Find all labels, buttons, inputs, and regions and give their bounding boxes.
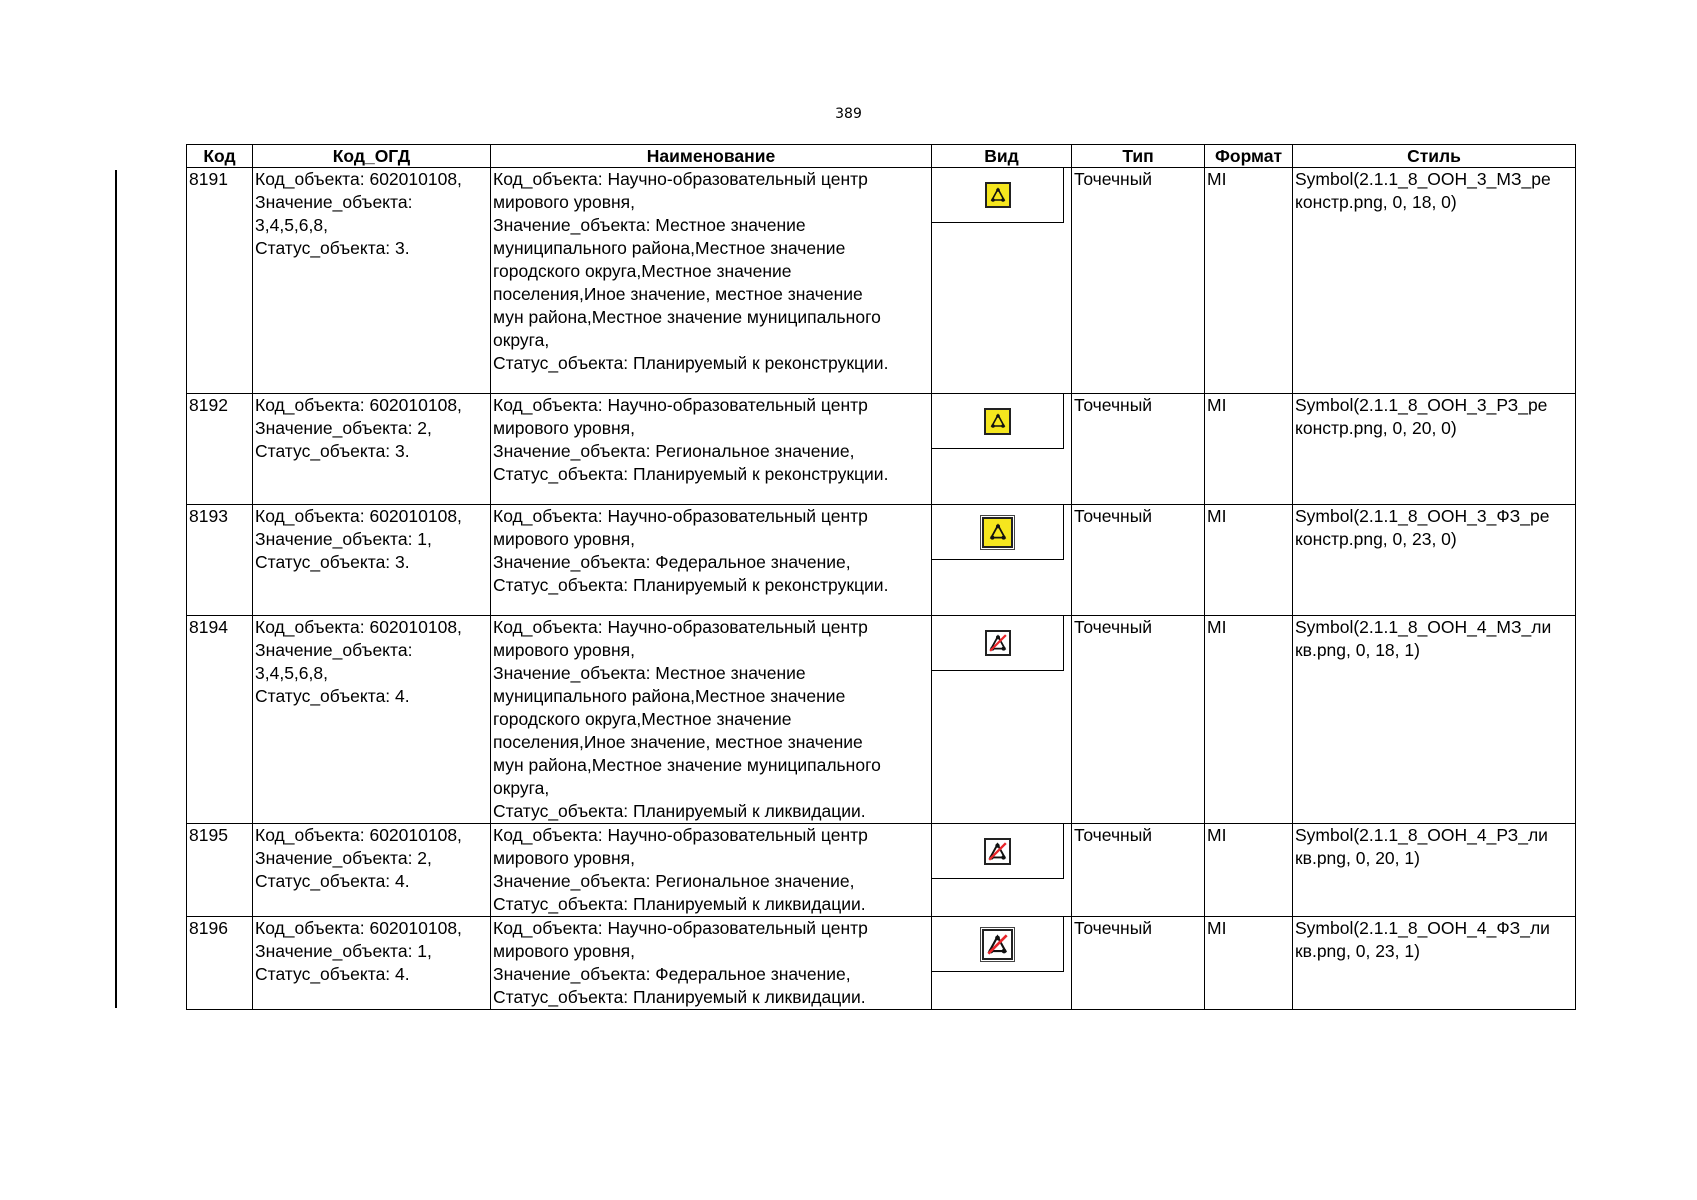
line: Статус_объекта: Планируемый к ликвидации. [493,801,866,821]
line: Статус_объекта: 4. [255,964,410,984]
cell-format: MI [1205,394,1293,505]
line: констр.png, 0, 18, 0) [1295,192,1457,212]
cell-type: Точечный [1072,616,1205,824]
line: мун района,Местное значение муниципального [493,307,881,327]
cell-code: 8191 [187,168,253,394]
line: Symbol(2.1.1_8_ООН_3_ФЗ_ре [1295,506,1550,526]
line: Значение_объекта: Федеральное значение, [493,964,851,984]
cell-name [491,505,932,616]
line: поселения,Иное значение, местное значение [493,284,863,304]
cell-ogd [253,168,491,394]
table-row [187,168,1576,394]
line: мирового уровня, [493,529,636,549]
line: Статус_объекта: 4. [255,686,410,706]
view-frame [932,824,1064,879]
line: 3,4,5,6,8, [255,663,328,683]
line: Значение_объекта: Региональное значение, [493,871,855,891]
line: 3,4,5,6,8, [255,215,328,235]
line: Статус_объекта: Планируемый к реконструкции. [493,353,889,373]
header-ogd-code: Код_ОГД [253,145,491,168]
yellow-reconstruction-symbol-icon [984,408,1011,435]
view-frame [932,394,1064,449]
line: кв.png, 0, 18, 1) [1295,640,1420,660]
cell-name [491,394,932,505]
line: кв.png, 0, 20, 1) [1295,848,1420,868]
crossed-liquidation-symbol-icon [984,838,1011,865]
line: Symbol(2.1.1_8_ООН_4_РЗ_ли [1295,825,1548,845]
cell-style [1293,168,1576,394]
line: Статус_объекта: 3. [255,441,410,461]
cell-style [1293,917,1576,1010]
line: Код_объекта: 602010108, [255,825,462,845]
table-row [187,616,1576,824]
line: мирового уровня, [493,418,636,438]
cell-type: Точечный [1072,505,1205,616]
line: округа, [493,778,550,798]
line: констр.png, 0, 20, 0) [1295,418,1457,438]
line: Код_объекта: 602010108, [255,918,462,938]
cell-type: Точечный [1072,394,1205,505]
cell-type: Точечный [1072,168,1205,394]
cell-view [932,616,1072,824]
cell-view [932,917,1072,1010]
cell-code: 8195 [187,824,253,917]
line: мирового уровня, [493,640,636,660]
cell-format: MI [1205,505,1293,616]
table-row [187,505,1576,616]
header-view: Вид [932,145,1072,168]
cell-ogd [253,616,491,824]
cell-format: MI [1205,824,1293,917]
cell-format: MI [1205,917,1293,1010]
yellow-reconstruction-symbol-icon [985,182,1011,208]
line: Статус_объекта: Планируемый к реконструкции. [493,464,889,484]
line: Код_объекта: Научно-образовательный центр [493,918,868,938]
line: Значение_объекта: 1, [255,529,432,549]
cell-style [1293,505,1576,616]
cell-view [932,505,1072,616]
line: констр.png, 0, 23, 0) [1295,529,1457,549]
line: кв.png, 0, 23, 1) [1295,941,1420,961]
line: Значение_объекта: Местное значение [493,663,806,683]
table-row [187,824,1576,917]
line: муниципального района,Местное значение [493,238,846,258]
line: мирового уровня, [493,192,636,212]
table-row [187,394,1576,505]
line: Symbol(2.1.1_8_ООН_4_ФЗ_ли [1295,918,1550,938]
line: Symbol(2.1.1_8_ООН_3_РЗ_ре [1295,395,1548,415]
line: поселения,Иное значение, местное значение [493,732,863,752]
line: муниципального района,Местное значение [493,686,846,706]
cell-name [491,616,932,824]
line: Код_объекта: Научно-образовательный центр [493,169,868,189]
line: Статус_объекта: 3. [255,238,410,258]
line: Symbol(2.1.1_8_ООН_3_МЗ_ре [1295,169,1551,189]
line: мирового уровня, [493,848,636,868]
table-header-row [187,145,1576,168]
line: Статус_объекта: Планируемый к ликвидации. [493,987,866,1007]
line: Статус_объекта: 3. [255,552,410,572]
header-type: Тип [1072,145,1205,168]
crossed-liquidation-symbol-icon [985,630,1011,656]
cell-code: 8194 [187,616,253,824]
cell-ogd [253,824,491,917]
line: Код_объекта: 602010108, [255,617,462,637]
cell-name [491,917,932,1010]
view-frame [932,168,1064,223]
cell-format: MI [1205,616,1293,824]
cell-view [932,168,1072,394]
cell-type: Точечный [1072,824,1205,917]
line: Значение_объекта: [255,640,413,660]
legend-table [186,144,1576,1010]
view-frame [932,505,1064,560]
line: Код_объекта: Научно-образовательный центр [493,617,868,637]
line: мун района,Местное значение муниципального [493,755,881,775]
cell-view [932,824,1072,917]
line: Значение_объекта: 2, [255,848,432,868]
line: Код_объекта: 602010108, [255,506,462,526]
cell-ogd [253,917,491,1010]
cell-style [1293,616,1576,824]
line: Значение_объекта: Региональное значение, [493,441,855,461]
line: Значение_объекта: [255,192,413,212]
line: Значение_объекта: 2, [255,418,432,438]
line: городского округа,Местное значение [493,261,792,281]
cell-style [1293,394,1576,505]
line: городского округа,Местное значение [493,709,792,729]
line: округа, [493,330,550,350]
cell-name [491,168,932,394]
cell-view [932,394,1072,505]
line: мирового уровня, [493,941,636,961]
line: Статус_объекта: 4. [255,871,410,891]
table-row [187,917,1576,1010]
cell-code: 8196 [187,917,253,1010]
cell-code: 8192 [187,394,253,505]
line: Код_объекта: 602010108, [255,395,462,415]
line: Код_объекта: Научно-образовательный центр [493,506,868,526]
line: Код_объекта: Научно-образовательный центр [493,395,868,415]
cell-code: 8193 [187,505,253,616]
line: Статус_объекта: Планируемый к ликвидации. [493,894,866,914]
cell-style [1293,824,1576,917]
header-name: Наименование [491,145,932,168]
line: Код_объекта: Научно-образовательный центр [493,825,868,845]
line: Код_объекта: 602010108, [255,169,462,189]
header-format: Формат [1205,145,1293,168]
cell-format: MI [1205,168,1293,394]
cell-name [491,824,932,917]
header-style: Стиль [1293,145,1576,168]
view-frame [932,917,1064,972]
line: Значение_объекта: 1, [255,941,432,961]
line: Symbol(2.1.1_8_ООН_4_МЗ_ли [1295,617,1552,637]
cell-ogd [253,394,491,505]
page-number: 389 [835,106,862,122]
cell-type: Точечный [1072,917,1205,1010]
margin-line [115,170,117,1008]
line: Статус_объекта: Планируемый к реконструкции. [493,575,889,595]
line: Значение_объекта: Местное значение [493,215,806,235]
header-code: Код [187,145,253,168]
crossed-liquidation-symbol-icon [982,929,1013,960]
cell-ogd [253,505,491,616]
line: Значение_объекта: Федеральное значение, [493,552,851,572]
view-frame [932,616,1064,671]
yellow-reconstruction-symbol-icon [982,517,1013,548]
